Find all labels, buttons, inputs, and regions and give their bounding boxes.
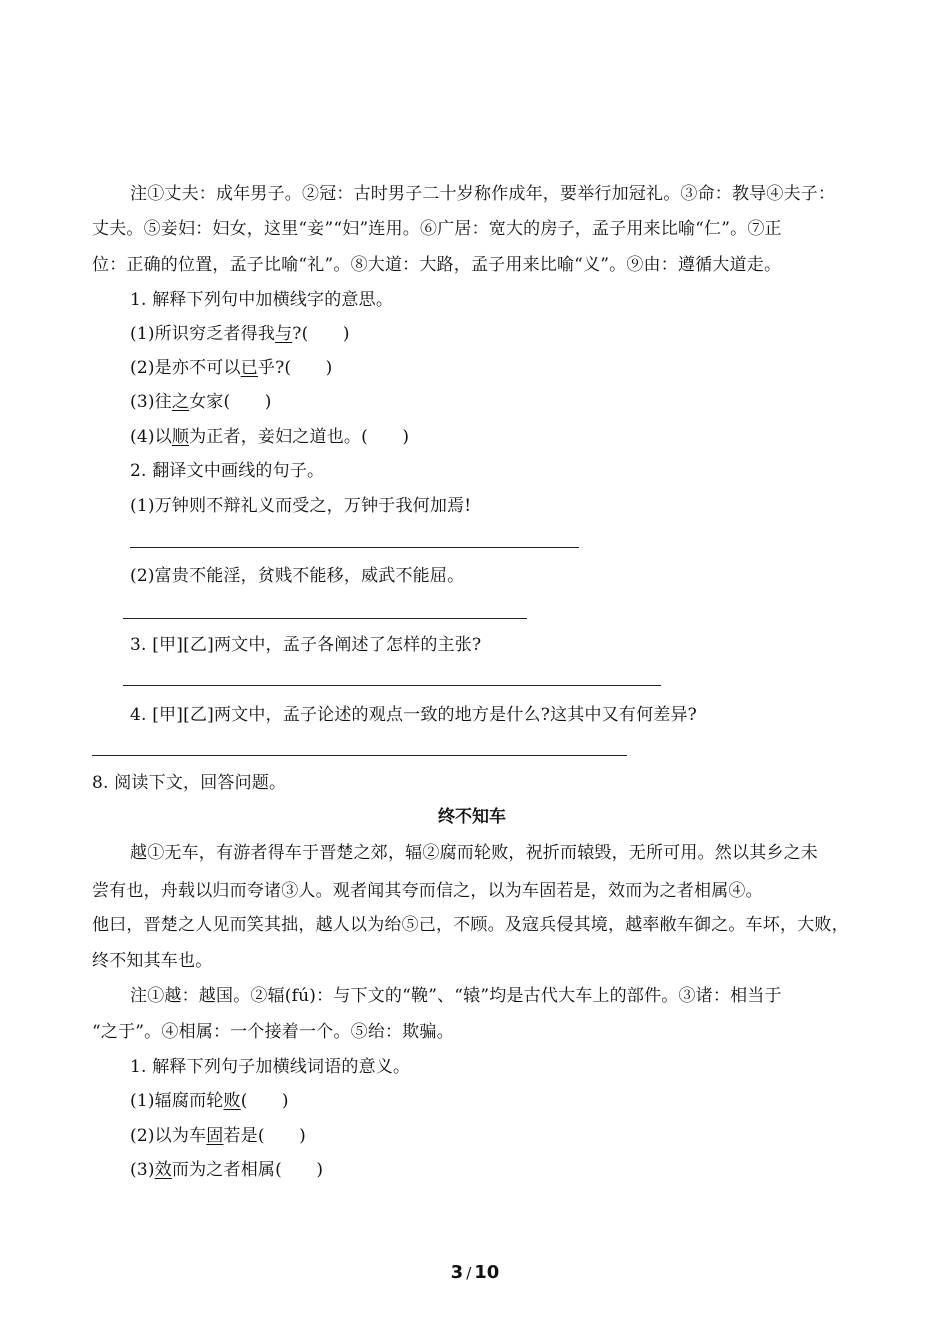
question-heading: 3. [甲][乙]两文中，孟子各阐述了怎样的主张?	[130, 635, 482, 655]
page-number	[0, 1262, 950, 1283]
translate-sentence: (2)富贵不能淫，贫贱不能移，威武不能屈。	[130, 566, 465, 586]
translate-sentence: (1)万钟则不辩礼义而受之，万钟于我何加焉!	[130, 496, 472, 516]
note-line: 丈夫。⑤妾妇：妇女，这里“妾”“妇”连用。⑥广居：宽大的房子，孟子用来比喻“仁”。⑦正	[92, 219, 782, 239]
question-item: (1)所识穷乏者得我与?( )	[130, 324, 350, 344]
note-line: “之于”。④相属：一个接着一个。⑤绐：欺骗。	[92, 1022, 454, 1042]
answer-line[interactable]	[92, 755, 627, 756]
passage-line: 终不知其车也。	[92, 951, 213, 971]
note-line: 位：正确的位置，孟子比喻“礼”。⑧大道：大路，孟子用来比喻“义”。⑨由：遵循大道走。	[92, 255, 782, 275]
note-line: 注①越：越国。②辐(fú)：与下文的“鞔”、“辕”均是古代大车上的部件。③诸：相当于	[130, 986, 782, 1006]
passage-line: 尝有也，舟载以归而夸诸③人。观者闻其夸而信之，以为车固若是，效而为之者相属④。	[92, 881, 763, 901]
answer-line[interactable]	[123, 685, 661, 686]
question-heading: 4. [甲][乙]两文中，孟子论述的观点一致的地方是什么?这其中又有何差异?	[130, 705, 697, 725]
question-item: (1)辐腐而轮败( )	[130, 1091, 289, 1111]
answer-line[interactable]	[130, 547, 579, 548]
section-heading: 8. 阅读下文，回答问题。	[92, 773, 287, 793]
question-item: (4)以顺为正者，妾妇之道也。( )	[130, 427, 410, 447]
current-page: 3	[450, 1262, 464, 1283]
question-item: (3)往之女家( )	[130, 392, 272, 412]
question-heading: 2. 翻译文中画线的句子。	[130, 461, 325, 481]
passage-title: 终不知车	[438, 807, 506, 827]
answer-line[interactable]	[123, 618, 527, 619]
total-pages: 10	[474, 1262, 500, 1283]
passage-line: 他曰，晋楚之人见而笑其拙，越人以为绐⑤己，不顾。及寇兵侵其境，越率敝车御之。车坏，大败，	[92, 915, 849, 935]
question-item: (3)效而为之者相属( )	[130, 1160, 324, 1180]
passage-line: 越①无车，有游者得车于晋楚之郊，辐②腐而轮败，祝折而辕毁，无所可用。然以其乡之未	[130, 843, 818, 863]
question-heading: 1. 解释下列句子加横线词语的意义。	[130, 1057, 411, 1077]
question-heading: 1. 解释下列句中加横线字的意思。	[130, 290, 394, 310]
page-separator: /	[466, 1264, 472, 1282]
question-item: (2)是亦不可以已乎?( )	[130, 358, 333, 378]
question-item: (2)以为车固若是( )	[130, 1126, 306, 1146]
note-line: 注①丈夫：成年男子。②冠：古时男子二十岁称作成年，要举行加冠礼。③命：教导④夫子：	[130, 184, 836, 204]
